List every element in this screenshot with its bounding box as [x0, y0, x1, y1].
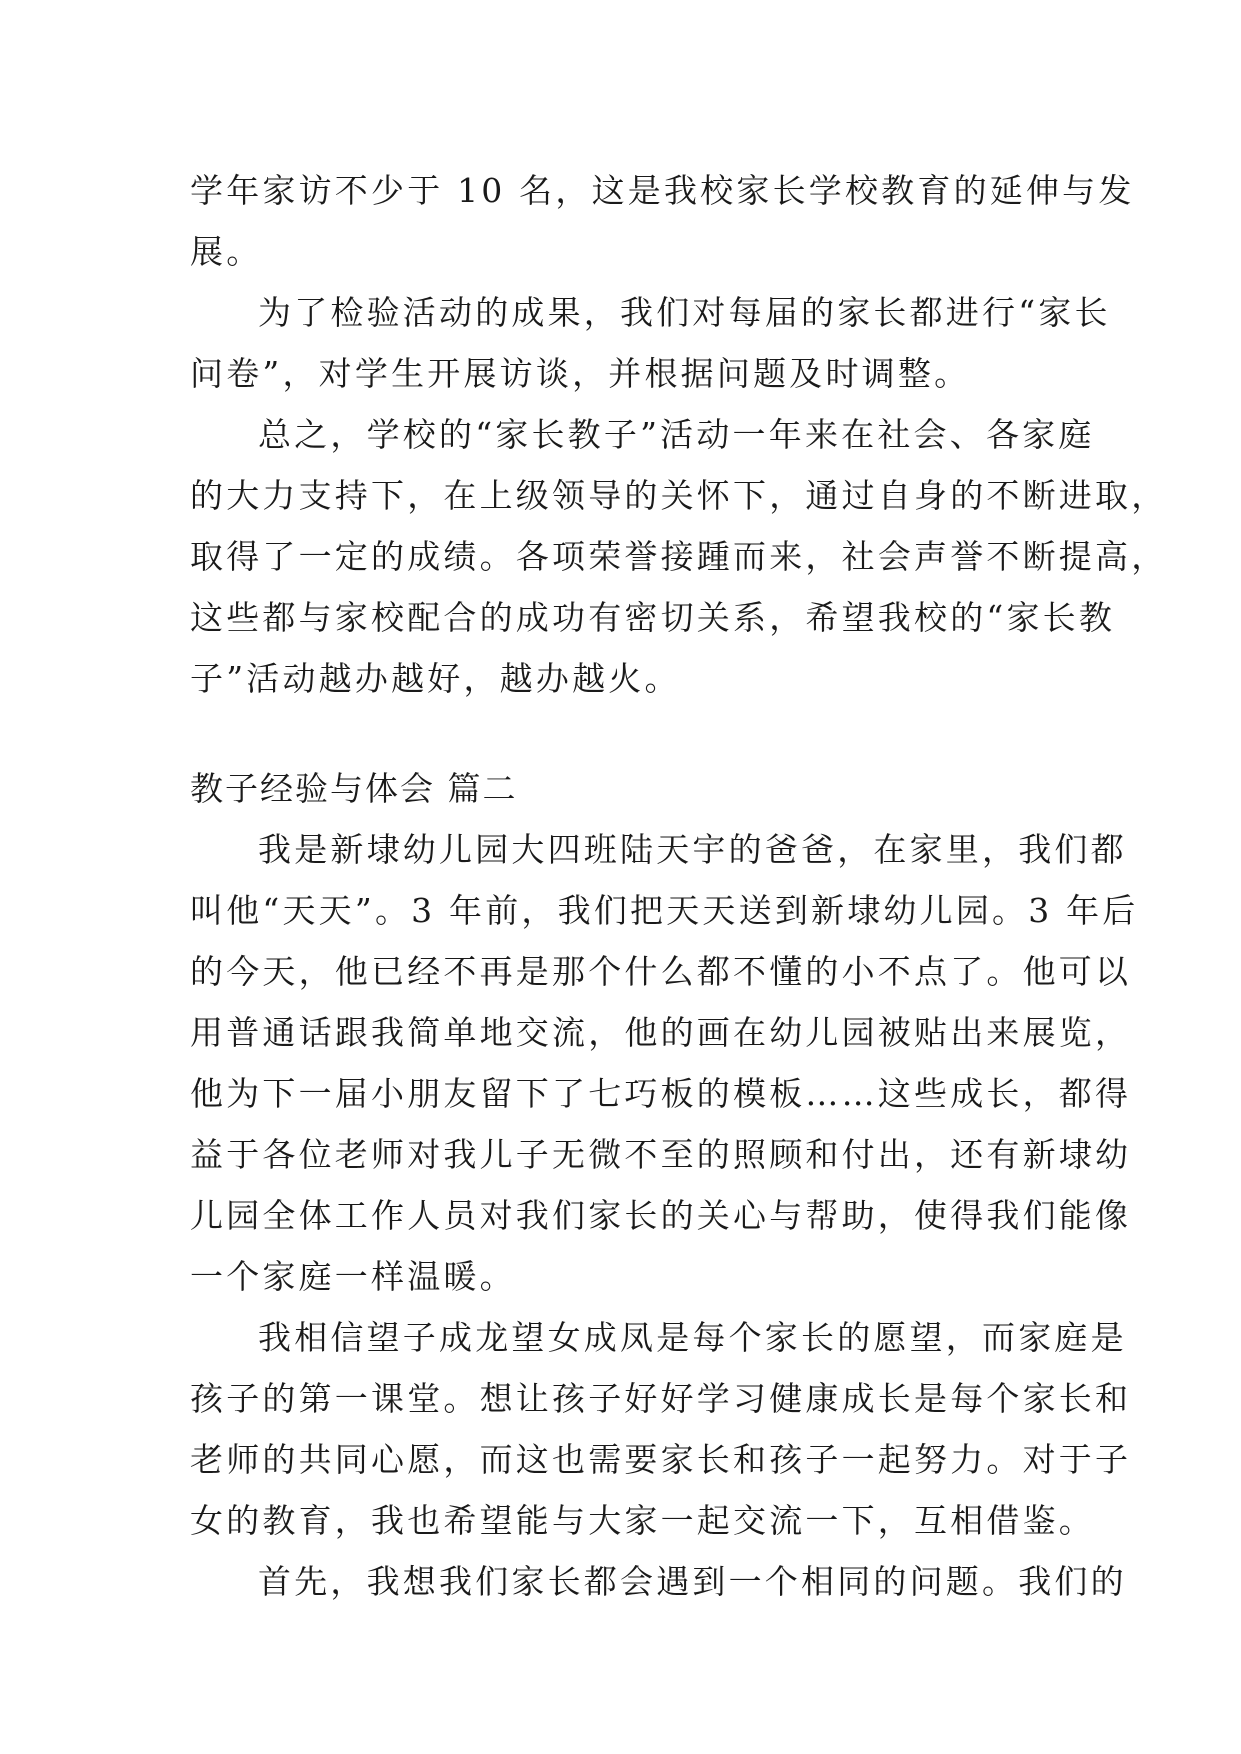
- paragraph-line: 用普通话跟我简单地交流，他的画在幼儿园被贴出来展览，: [190, 1013, 1132, 1052]
- paragraph-line: 子”活动越办越好，越办越火。: [190, 659, 681, 698]
- paragraph-line: 我是新埭幼儿园大四班陆天宇的爸爸，在家里，我们都: [258, 830, 1127, 869]
- document-body: [190, 160, 1168, 1612]
- paragraph-line: 取得了一定的成绩。各项荣誉接踵而来，社会声誉不断提高，: [190, 537, 1168, 576]
- section-spacer: [190, 709, 1050, 758]
- paragraph-line: 的大力支持下，在上级领导的关怀下，通过自身的不断进取，: [190, 476, 1168, 515]
- section-heading: 教子经验与体会 篇二: [190, 769, 518, 808]
- paragraph-line: 问卷”，对学生开展访谈，并根据问题及时调整。: [190, 354, 971, 393]
- paragraph-line: 的今天，他已经不再是那个什么都不懂的小不点了。他可以: [190, 952, 1132, 991]
- paragraph-line: 他为下一届小朋友留下了七巧板的模板……这些成长，都得: [190, 1074, 1132, 1113]
- paragraph-line: 为了检验活动的成果，我们对每届的家长都进行“家长: [258, 293, 1111, 332]
- paragraph-line: 女的教育，我也希望能与大家一起交流一下，互相借鉴。: [190, 1501, 1095, 1540]
- paragraph-line: 学年家访不少于 10 名，这是我校家长学校教育的延伸与发: [190, 171, 1135, 210]
- paragraph-line: 老师的共同心愿，而这也需要家长和孩子一起努力。对于子: [190, 1440, 1132, 1479]
- paragraph-line: 这些都与家校配合的成功有密切关系，希望我校的“家长教: [190, 598, 1116, 637]
- paragraph-line: 叫他“天天”。3 年前，我们把天天送到新埭幼儿园。3 年后: [190, 891, 1139, 930]
- paragraph-line: 益于各位老师对我儿子无微不至的照顾和付出，还有新埭幼: [190, 1135, 1132, 1174]
- paragraph-line: 首先，我想我们家长都会遇到一个相同的问题。我们的: [258, 1562, 1127, 1601]
- paragraph-line: 我相信望子成龙望女成凤是每个家长的愿望，而家庭是: [258, 1318, 1127, 1357]
- paragraph-line: 展。: [190, 232, 263, 271]
- paragraph-line: 一个家庭一样温暖。: [190, 1257, 516, 1296]
- paragraph-line: 孩子的第一课堂。想让孩子好好学习健康成长是每个家长和: [190, 1379, 1132, 1418]
- paragraph-line: 总之，学校的“家长教子”活动一年来在社会、各家庭: [258, 415, 1095, 454]
- paragraph-line: 儿园全体工作人员对我们家长的关心与帮助，使得我们能像: [190, 1196, 1132, 1235]
